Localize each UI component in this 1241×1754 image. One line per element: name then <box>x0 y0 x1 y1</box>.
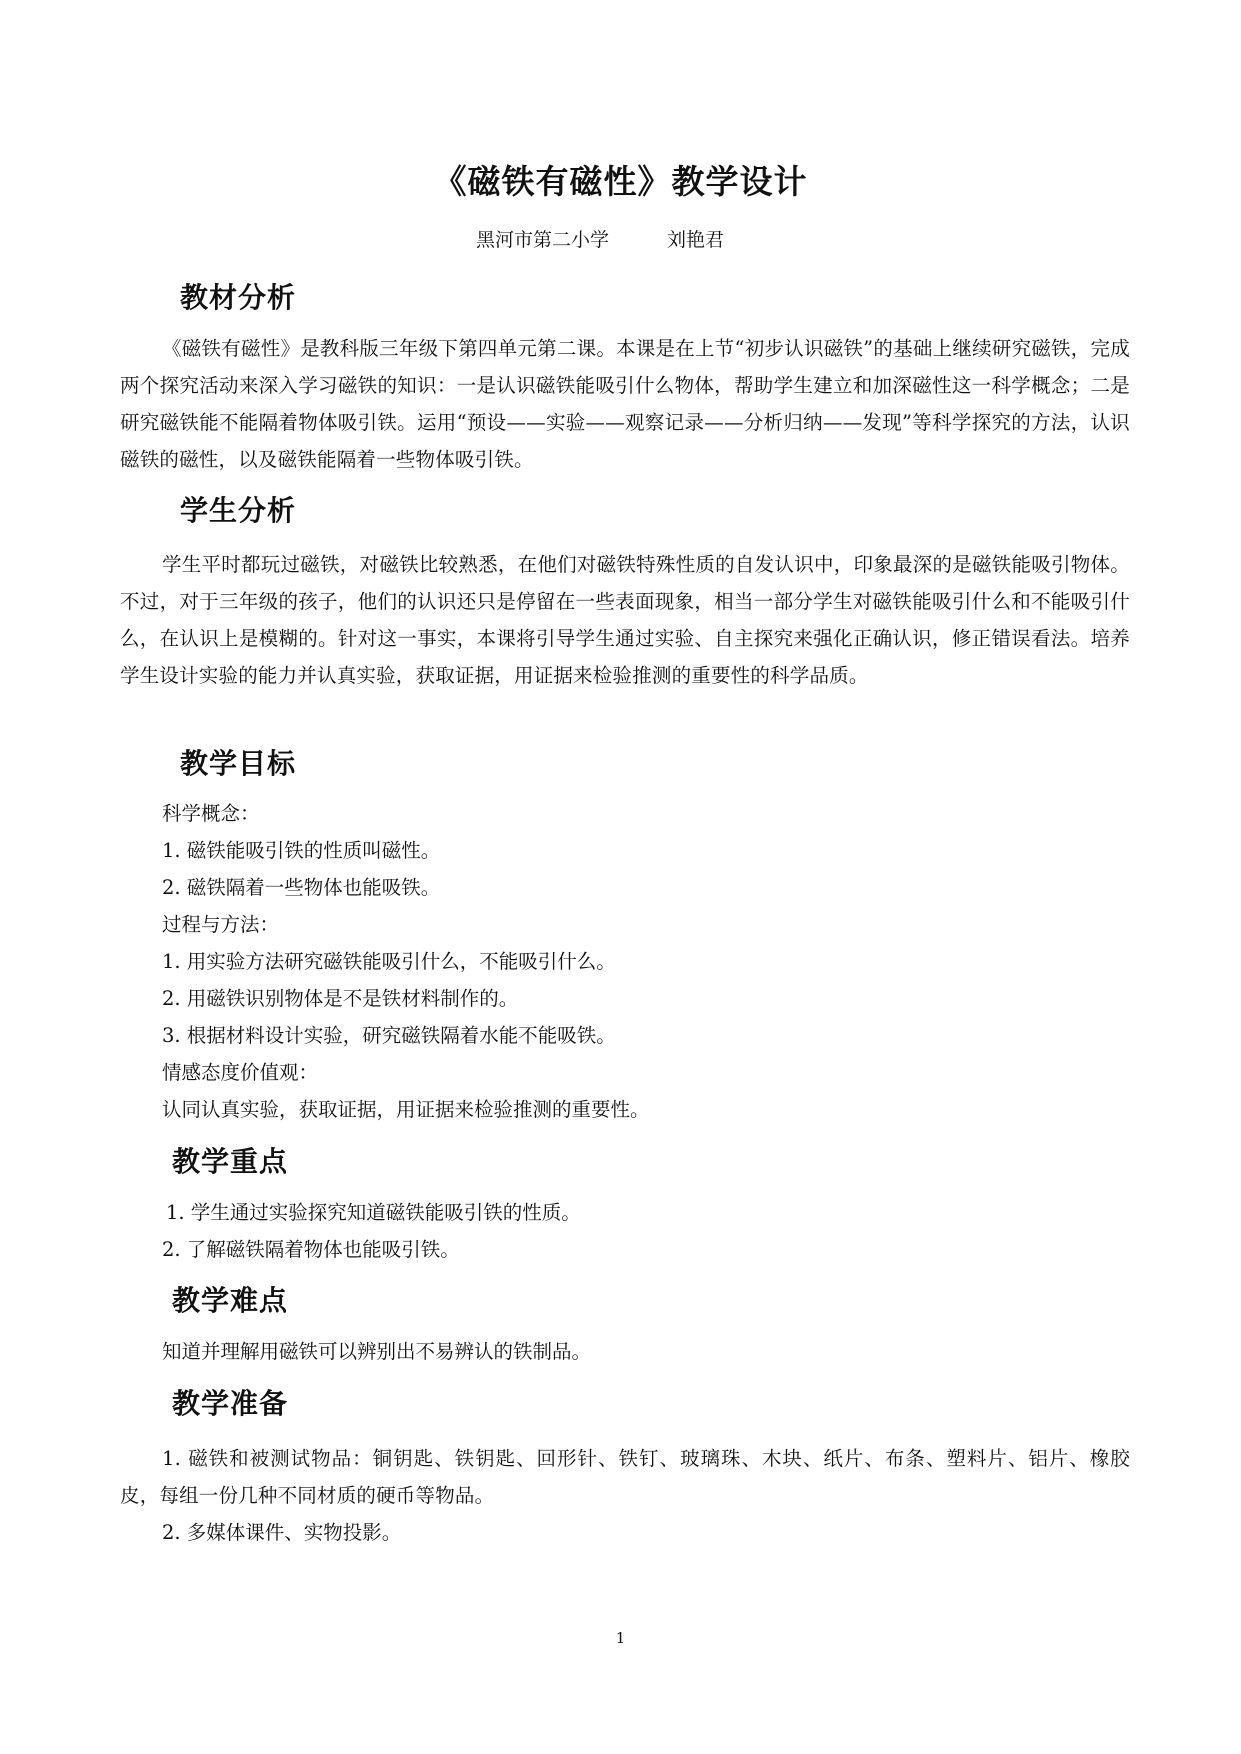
heading-material-analysis: 教材分析 <box>180 281 297 314</box>
goal-line: 科学概念： <box>162 802 260 825</box>
byline <box>476 225 724 255</box>
heading-preparation: 教学准备 <box>172 1387 289 1420</box>
page-number: 1 <box>615 1629 626 1647</box>
document-title: 《磁铁有磁性》教学设计 <box>433 162 808 201</box>
paragraph-material-analysis: 《磁铁有磁性》是教科版三年级下第四单元第二课。本课是在上节“初步认识磁铁”的基础上继续研究磁铁，完成两个探究活动来深入学习磁铁的知识：一是认识磁铁能吸引什么物体，帮助学生建立和加深磁性这一科学概念；二是研究磁铁能不能隔着物体吸引铁。运用“预设——实验——观察记录——分析归纳——发现”等科学探究的方法，认识磁铁的磁性，以及磁铁能隔着一些物体吸引铁。 <box>120 337 1130 471</box>
goal-line: 3. 根据材料设计实验，研究磁铁隔着水能不能吸铁。 <box>162 1024 616 1047</box>
paragraph-student-analysis: 学生平时都玩过磁铁，对磁铁比较熟悉，在他们对磁铁特殊性质的自发认识中，印象最深的是磁铁能吸引物体。不过，对于三年级的孩子，他们的认识还只是停留在一些表面现象，相当一部分学生对磁铁能吸引什么和不能吸引什么，在认识上是模糊的。针对这一事实，本课将引导学生通过实验、自主探究来强化正确认识，修正错误看法。培养学生设计实验的能力并认真实验，获取证据，用证据来检验推测的重要性的科学品质。 <box>120 553 1130 687</box>
heading-key-points: 教学重点 <box>172 1145 289 1178</box>
goal-line: 情感态度价值观： <box>162 1061 319 1084</box>
preparation-item: 1. 磁铁和被测试物品：铜钥匙、铁钥匙、回形针、铁钉、玻璃珠、木块、纸片、布条、塑料片、铝片、橡胶皮，每组一份几种不同材质的硬币等物品。 <box>120 1447 1130 1507</box>
heading-student-analysis: 学生分析 <box>180 494 297 527</box>
goal-line: 2. 磁铁隔着一些物体也能吸铁。 <box>162 876 441 899</box>
school-name: 黑河市第二小学 <box>476 229 610 251</box>
preparation-item: 2. 多媒体课件、实物投影。 <box>162 1521 402 1544</box>
author-name: 刘艳君 <box>667 229 725 251</box>
goal-line: 认同认真实验，获取证据，用证据来检验推测的重要性。 <box>162 1098 650 1121</box>
key-point-line: 2. 了解磁铁隔着物体也能吸引铁。 <box>162 1238 460 1261</box>
difficulty-line: 知道并理解用磁铁可以辨别出不易辨认的铁制品。 <box>162 1340 592 1363</box>
goal-line: 过程与方法： <box>162 913 280 936</box>
goal-line: 1. 用实验方法研究磁铁能吸引什么，不能吸引什么。 <box>162 950 616 973</box>
goal-line: 2. 用磁铁识别物体是不是铁材料制作的。 <box>162 987 519 1010</box>
goal-line: 1. 磁铁能吸引铁的性质叫磁性。 <box>162 839 441 862</box>
heading-teaching-goals: 教学目标 <box>180 747 297 780</box>
key-point-line: 1. 学生通过实验探究知道磁铁能吸引铁的性质。 <box>166 1201 581 1224</box>
heading-difficulties: 教学难点 <box>172 1284 289 1317</box>
